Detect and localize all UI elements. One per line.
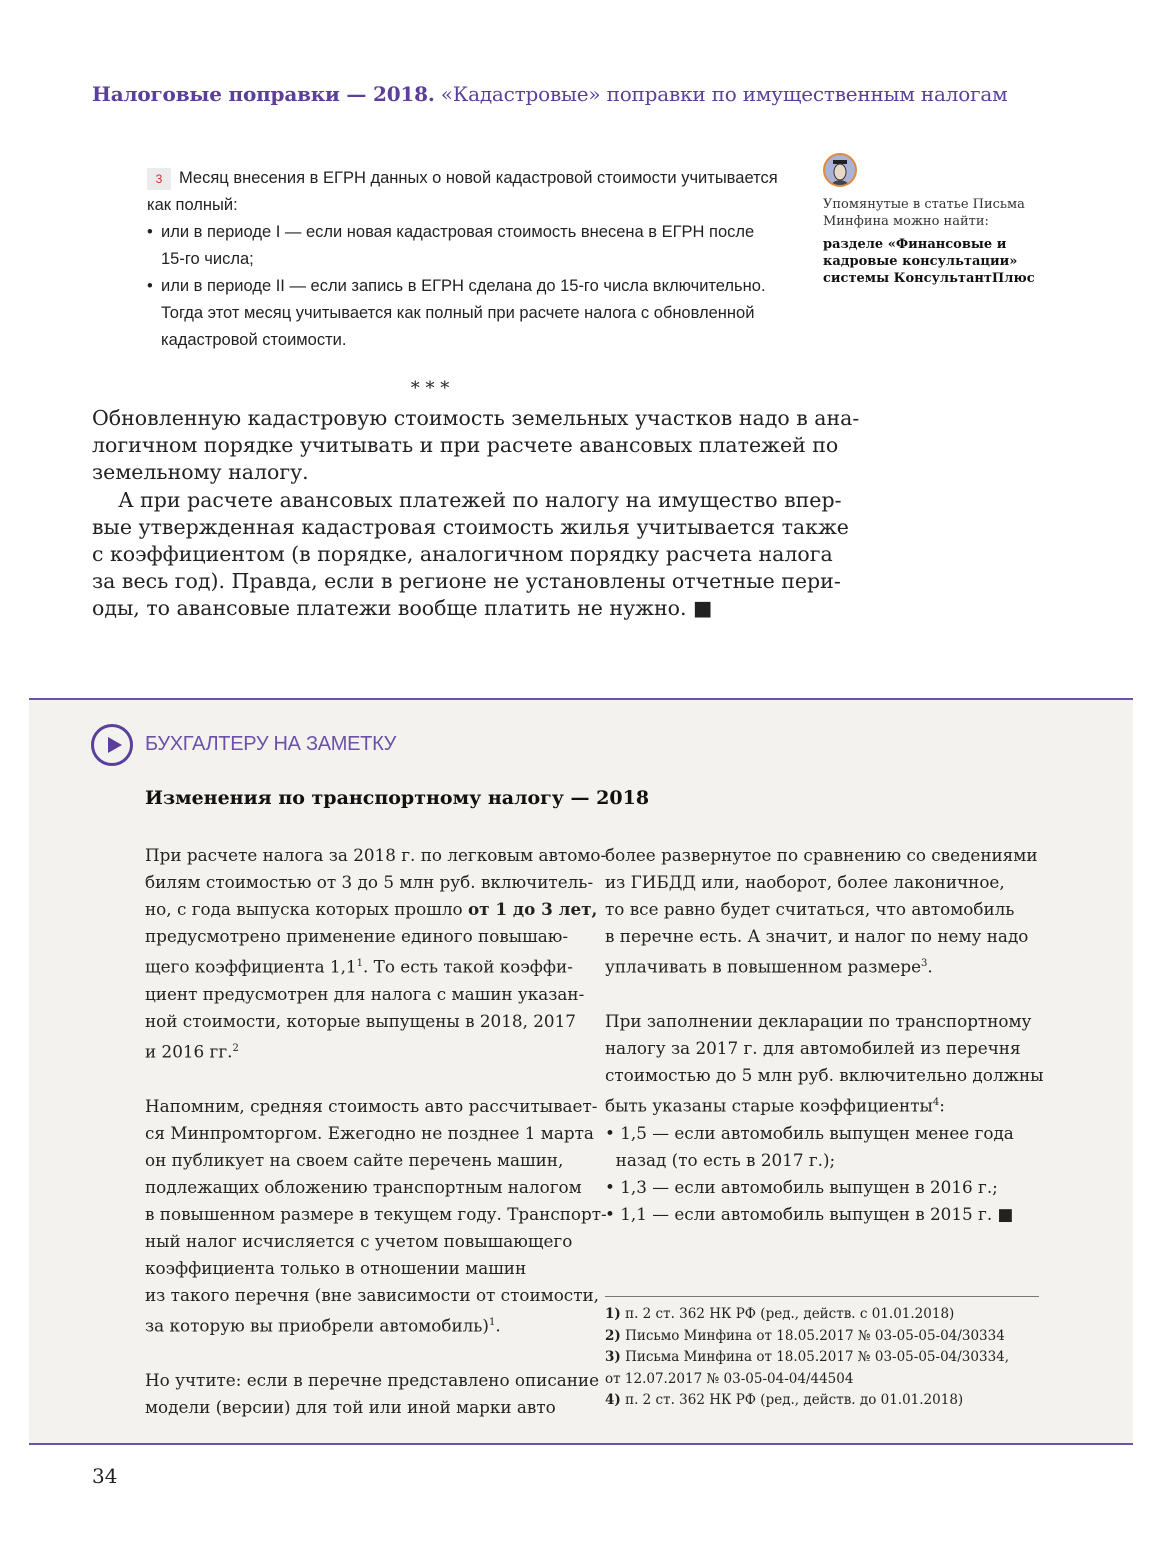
header-section: Налоговые поправки — 2018.: [92, 82, 435, 106]
footnotes: [605, 1304, 1009, 1412]
note-line: назад (то есть в 2017 г.);: [605, 1149, 836, 1170]
note-line: [145, 1066, 585, 1093]
note-line: При расчете налога за 2018 г. по легковым автомо-: [145, 845, 607, 865]
running-header: [92, 82, 1007, 106]
note-line: налогу за 2017 г. для автомобилей из перечня: [605, 1037, 1021, 1058]
note-line-text: Месяц внесения в ЕГРН данных о новой кадастровой стоимости учитывается: [179, 169, 778, 187]
body-line: земельному налогу.: [92, 460, 309, 485]
body-line: логичном порядке учитывать и при расчете авансовых платежей по: [92, 433, 839, 458]
note-line: [147, 273, 787, 300]
body-line: оды, то авансовые платежи вообще платить не нужно. ■: [92, 596, 713, 621]
note-line: он публикует на своем сайте перечень машин,: [145, 1149, 564, 1170]
note-line: ный налог исчисляется с учетом повышающего: [145, 1230, 573, 1251]
note-line: • 1,3 — если автомобиль выпущен в 2016 г.;: [605, 1176, 998, 1197]
note-line: уплачивать в повышенном размере$^3$.: [605, 956, 933, 977]
sidebar-note-source: разделе «Финансовые и кадровые консультации» системы КонсультантПлюс: [823, 237, 1035, 286]
note-line: модели (версии) для той или иной марки авто: [145, 1396, 556, 1417]
note-line: в повышенном размере в текущем году. Транспорт-: [145, 1203, 607, 1224]
body-text: [92, 405, 860, 623]
note-title: Изменения по транспортному налогу — 2018: [145, 787, 650, 809]
sidebar-note-text: Упомянутые в статье Письма Минфина можно найти:: [823, 197, 1025, 229]
note-line: предусмотрено применение единого повышаю-: [145, 926, 568, 947]
footnote-divider: [605, 1296, 1039, 1297]
note-line-text: кадастровой стоимости.: [161, 331, 347, 349]
note-line: [147, 300, 787, 327]
note-line: из ГИБДД или, наоборот, более лаконичное,: [605, 872, 1005, 893]
note-line: из такого перечня (вне зависимости от стоимости,: [145, 1284, 599, 1305]
header-title: «Кадастровые» поправки по имущественным налогам: [434, 82, 1008, 106]
note-column-left: [145, 842, 607, 1421]
note-line: за которую вы приобрели автомобиль)$^1$.: [145, 1315, 501, 1336]
note-line: • 1,5 — если автомобиль выпущен менее года: [605, 1122, 1014, 1143]
body-line: с коэффициентом (в порядке, аналогичном порядку расчета налога: [92, 542, 833, 567]
note-line: Напомним, средняя стоимость авто рассчитывает-: [145, 1095, 598, 1116]
note-line: и 2016 гг.$^2$: [145, 1041, 239, 1062]
body-line: Обновленную кадастровую стоимость земельных участков надо в ана-: [92, 406, 860, 430]
body-line: А при расчете авансовых платежей по налогу на имущество впер-: [92, 487, 842, 512]
note-line: более развернутое по сравнению со сведениями: [605, 845, 1038, 865]
note-line: билям стоимостью от 3 до 5 млн руб. включитель-: [145, 872, 594, 893]
note-line-text: как полный:: [147, 196, 238, 214]
note-line-text: или в периоде II — если запись в ЕГРН сделана до 15-го числа включительно.: [161, 277, 766, 295]
body-line: вые утвержденная кадастровая стоимость жилья учитывается также: [92, 514, 849, 539]
note-line: стоимостью до 5 млн руб. включительно должны: [605, 1064, 1044, 1085]
note-column-right: [605, 842, 1045, 1228]
note-line: быть указаны старые коэффициенты$^4$:: [605, 1095, 945, 1116]
note-line: подлежащих обложению транспортным налогом: [145, 1176, 582, 1197]
note-line: [147, 192, 787, 219]
note-line-text: или в периоде I — если новая кадастровая стоимость внесена в ЕГРН после: [161, 223, 755, 241]
note-line: циент предусмотрен для налога с машин указан-: [145, 983, 585, 1004]
note-line-text: 15-го числа;: [161, 250, 254, 268]
note-line: щего коэффициента $1,1^1$. То есть такой коэффи-: [145, 956, 573, 977]
sidebar-note: [823, 196, 1053, 287]
section-divider: * * *: [410, 378, 450, 399]
note-line: Но учтите: если в перечне представлено описание: [145, 1369, 600, 1390]
note-line: [605, 981, 1045, 1008]
note-line: [147, 219, 787, 246]
numbered-note: [147, 165, 787, 354]
footnote-line: 3) Письма Минфина от 18.05.2017 № 03-05-05-04/30334,: [605, 1349, 1010, 1365]
footnote-line: 2) Письмо Минфина от 18.05.2017 № 03-05-05-04/30334: [605, 1327, 1005, 1344]
note-line: [147, 165, 787, 192]
note-line: в перечне есть. А значит, и налог по нему надо: [605, 926, 1029, 947]
play-icon: [91, 724, 133, 766]
note-line: коэффициента только в отношении машин: [145, 1257, 527, 1278]
note-line: ся Минпромторгом. Ежегодно не позднее 1 марта: [145, 1122, 594, 1143]
note-line: [145, 1340, 585, 1367]
note-line: При заполнении декларации по транспортному: [605, 1010, 1032, 1031]
note-line: то все равно будет считаться, что автомобиль: [605, 899, 1015, 920]
body-line: за весь год). Правда, если в регионе не установлены отчетные пери-: [92, 569, 841, 594]
footnote-line: 1) п. 2 ст. 362 НК РФ (ред., действ. с 01.01.2018): [605, 1306, 955, 1322]
note-line: [147, 327, 787, 354]
footnote-line: от 12.07.2017 № 03-05-04-04/44504: [605, 1370, 854, 1387]
page-number: 34: [92, 1464, 118, 1488]
footnote-line: 4) п. 2 ст. 362 НК РФ (ред., действ. до 01.01.2018): [605, 1392, 964, 1408]
consultant-avatar-icon: [823, 153, 857, 187]
note-line: [147, 246, 787, 273]
note-line: ной стоимости, которые выпущены в 2018, 2017: [145, 1010, 576, 1031]
note-line: но, с года выпуска которых прошло от 1 до 3 лет,: [145, 899, 598, 920]
note-label: БУХГАЛТЕРУ НА ЗАМЕТКУ: [145, 733, 397, 755]
note-number-badge: 3: [147, 168, 171, 190]
note-line-text: Тогда этот месяц учитывается как полный при расчете налога с обновленной: [161, 304, 755, 322]
note-line: • 1,1 — если автомобиль выпущен в 2015 г. ■: [605, 1203, 1014, 1224]
